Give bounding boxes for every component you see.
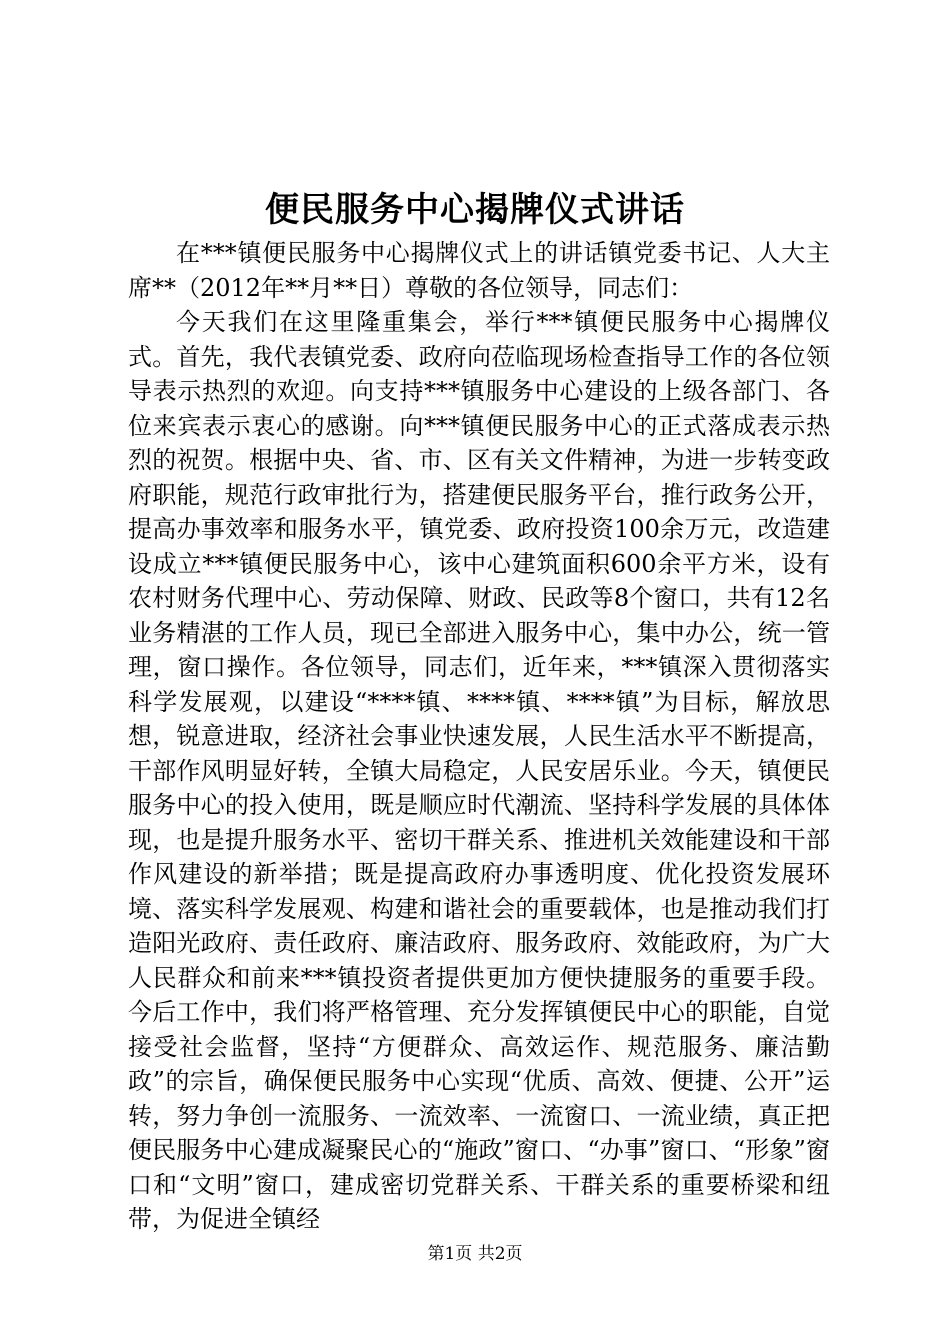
page-number-footer: 第1页 共2页 (427, 1244, 523, 1264)
paragraph-speech-body: 今天我们在这里隆重集会，举行***镇便民服务中心揭牌仪式。首先，我代表镇党委、政府向莅临现场检查指导工作的各位领导表示热烈的欢迎。向支持***镇服务中心建设的上级各部门、各位来宾表示衷心的感谢。向***镇便民服务中心的正式落成表示热烈的祝贺。根据中央、省、市、区有关文件精神，为进一步转变政府职能，规范行政审批行为，搭建便民服务平台，推行政务公开，提高办事效率和服务水平，镇党委、政府投资100余万元，改造建设成立***镇便民服务中心，该中心建筑面积600余平方米，设有农村财务代理中心、劳动保障、财政、民政等8个窗口，共有12名业务精湛的工作人员，现已全部进入服务中心，集中办公，统一管理，窗口操作。各位领导，同志们，近年来，***镇深入贯彻落实科学发展观，以建设“****镇、****镇、****镇”为目标，解放思想，锐意进取，经济社会事业快速发展，人民生活水平不断提高，干部作风明显好转，全镇大局稳定，人民安居乐业。今天，镇便民服务中心的投入使用，既是顺应时代潮流、坚持科学发展的具体体现，也是提升服务水平、密切干群关系、推进机关效能建设和干部作风建设的新举措；既是提高政府办事透明度、优化投资发展环境、落实科学发展观、构建和谐社会的重要载体，也是推动我们打造阳光政府、责任政府、廉洁政府、服务政府、效能政府，为广大人民群众和前来***镇投资者提供更加方便快捷服务的重要手段。今后工作中，我们将严格管理、充分发挥镇便民中心的职能，自觉接受社会监督，坚持“方便群众、高效运作、规范服务、廉洁勤政”的宗旨，确保便民服务中心实现“优质、高效、便捷、公开”运转，努力争创一流服务、一流效率、一流窗口、一流业绩，真正把便民服务中心建成凝聚民心的“施政”窗口、“办事”窗口、“形象”窗口和“文明”窗口，建成密切党群关系、干群关系的重要桥梁和纽带，为促进全镇经 (128, 308, 830, 1233)
document-title: 便民服务中心揭牌仪式讲话 (265, 190, 685, 230)
paragraph-greeting: 在***镇便民服务中心揭牌仪式上的讲话镇党委书记、人大主席**（2012年**月**日）尊敬的各位领导，同志们： (128, 239, 830, 302)
document-body (128, 236, 830, 1237)
